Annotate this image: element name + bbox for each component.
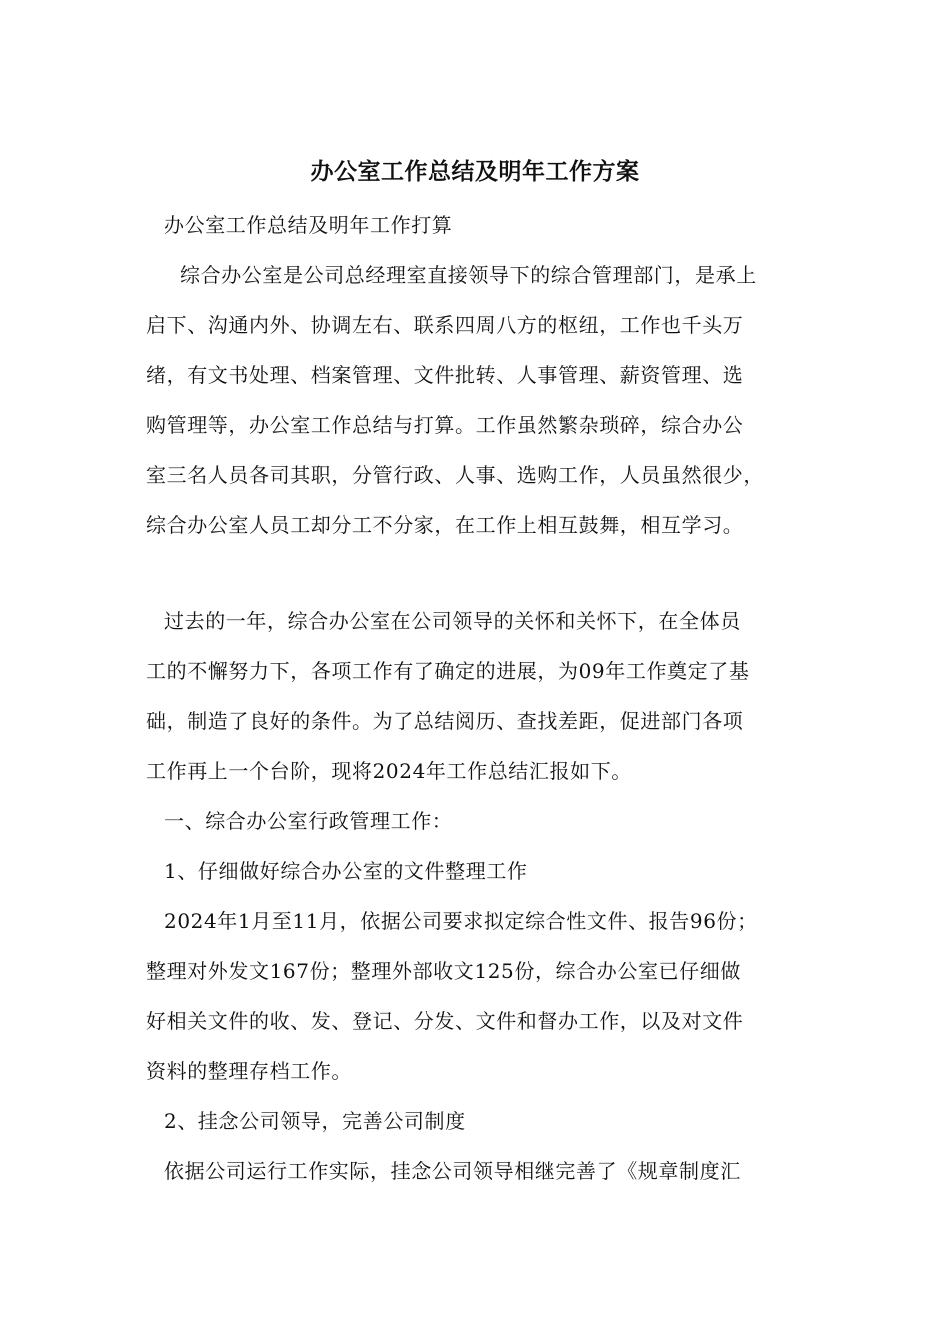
section-heading-1: 一、综合办公室行政管理工作： <box>164 809 453 833</box>
paragraph-1-line-6: 综合办公室人员工却分工不分家，在工作上相互鼓舞，相互学习。 <box>146 513 744 537</box>
paragraph-4-line-1: 依据公司运行工作实际，挂念公司领导相继完善了《规章制度汇 <box>164 1159 741 1183</box>
paragraph-3-line-3: 好相关文件的收、发、登记、分发、文件和督办工作，以及对文件 <box>146 1009 744 1033</box>
paragraph-2-line-2: 工的不懈努力下，各项工作有了确定的进展，为09年工作奠定了基 <box>146 659 750 683</box>
subsection-heading-2: 2、挂念公司领导，完善公司制度 <box>164 1109 466 1133</box>
paragraph-3-line-4: 资料的整理存档工作。 <box>146 1059 352 1083</box>
subtitle-line: 办公室工作总结及明年工作打算 <box>164 213 453 237</box>
paragraph-3-line-1: 2024年1月至11月，依据公司要求拟定综合性文件、报告96份； <box>164 909 758 933</box>
subsection-heading-1: 1、仔细做好综合办公室的文件整理工作 <box>164 859 528 883</box>
document-title: 办公室工作总结及明年工作方案 <box>310 158 640 185</box>
paragraph-1-line-1: 综合办公室是公司总经理室直接领导下的综合管理部门，是承上 <box>180 263 757 287</box>
paragraph-1-line-4: 购管理等，办公室工作总结与打算。工作虽然繁杂琐碎，综合办公 <box>146 413 744 437</box>
paragraph-2-line-3: 础，制造了良好的条件。为了总结阅历、查找差距，促进部门各项 <box>146 709 744 733</box>
paragraph-1-line-5: 室三名人员各司其职，分管行政、人事、选购工作，人员虽然很少， <box>146 463 764 487</box>
paragraph-1-line-3: 绪，有文书处理、档案管理、文件批转、人事管理、薪资管理、选 <box>146 363 744 387</box>
paragraph-2-line-4: 工作再上一个台阶，现将2024年工作总结汇报如下。 <box>146 759 632 783</box>
paragraph-1-line-2: 启下、沟通内外、协调左右、联系四周八方的枢纽，工作也千头万 <box>146 313 744 337</box>
paragraph-3-line-2: 整理对外发文167份；整理外部收文125份，综合办公室已仔细做 <box>146 959 741 983</box>
paragraph-2-line-1: 过去的一年，综合办公室在公司领导的关怀和关怀下，在全体员 <box>164 609 741 633</box>
